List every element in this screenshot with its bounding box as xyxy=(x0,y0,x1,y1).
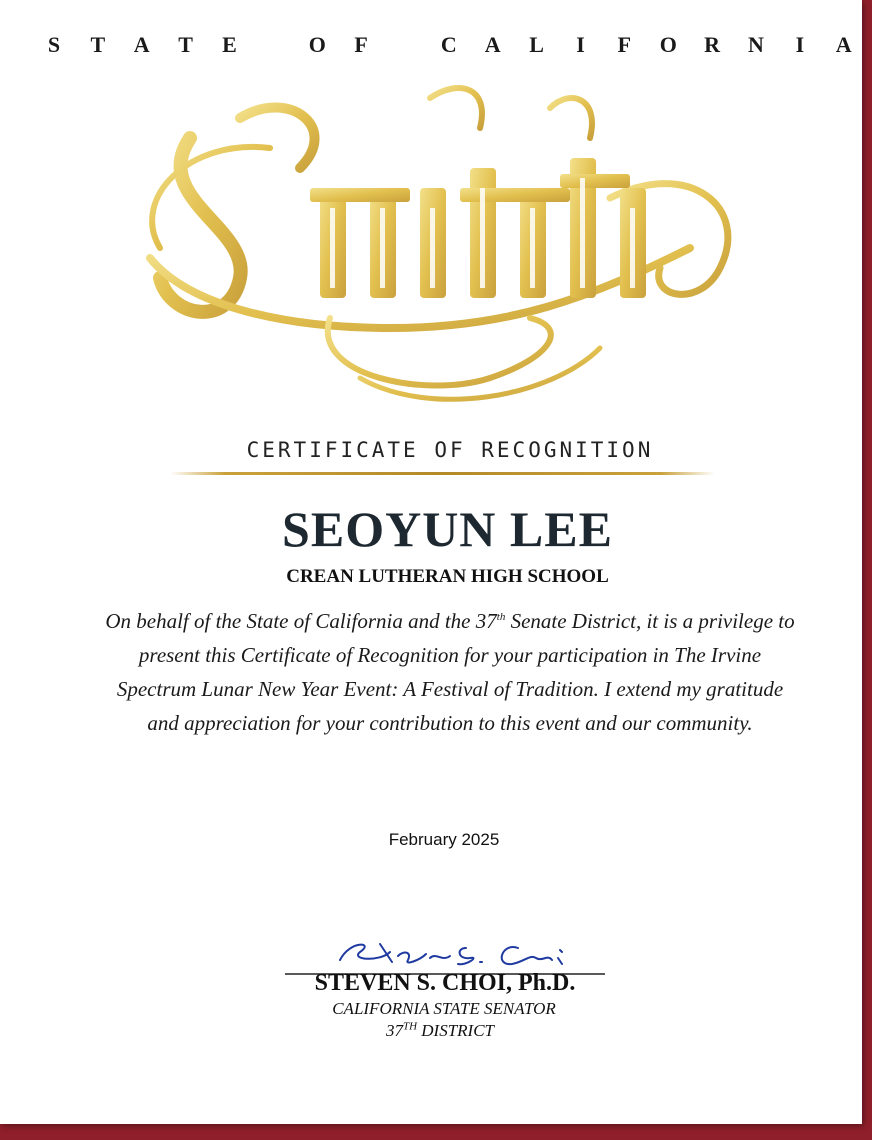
recipient-school: CREAN LUTHERAN HIGH SCHOOL xyxy=(286,566,609,587)
header-letter: F xyxy=(617,32,632,57)
header-letter: A xyxy=(835,32,852,57)
header-letter: E xyxy=(222,32,237,57)
recipient-name: SEOYUN LEE xyxy=(282,501,613,557)
header-letter: C xyxy=(440,32,457,57)
district-superscript: TH xyxy=(402,1020,418,1033)
header-letter: R xyxy=(704,32,721,57)
state-of-california-header xyxy=(44,32,854,58)
header-letter: F xyxy=(354,32,368,57)
body-text-part2: Senate District, it is a privilege to present this Certificate of Recognition for your participation in The Irvine Spectrum Lunar New Year Event: A Festival of Tradition. I extend my gratitude and appreciation for your contribution to this event and our community. xyxy=(116,609,795,735)
district-number: 37 xyxy=(385,1021,403,1040)
header-letter: A xyxy=(484,32,501,57)
header-letter: L xyxy=(529,32,544,57)
header-letter: I xyxy=(795,32,805,57)
certificate-date: February 2025 xyxy=(388,830,500,849)
header-letter: S xyxy=(47,32,61,57)
header-letter: T xyxy=(90,32,106,57)
signer-title: CALIFORNIA STATE SENATOR xyxy=(332,999,556,1018)
header-letter: I xyxy=(576,32,585,57)
header-letter: O xyxy=(659,32,677,57)
gold-divider xyxy=(170,472,715,475)
header-letter xyxy=(395,32,415,58)
signer-district xyxy=(0,1021,872,1041)
body-text-part1: On behalf of the State of California and the 37 xyxy=(105,609,497,633)
signer-name: STEVEN S. CHOI, Ph.D. xyxy=(314,970,576,996)
certificate-title: CERTIFICATE OF RECOGNITION xyxy=(246,438,654,462)
header-letter: N xyxy=(748,32,764,57)
body-text-superscript: th xyxy=(496,611,506,623)
certificate-body-text xyxy=(100,604,800,740)
district-word: DISTRICT xyxy=(417,1021,495,1040)
header-letter: A xyxy=(133,32,150,57)
header-letter: T xyxy=(178,32,193,57)
header-letter xyxy=(263,32,283,58)
senate-gold-emblem xyxy=(130,78,750,418)
header-letter: O xyxy=(308,32,326,57)
